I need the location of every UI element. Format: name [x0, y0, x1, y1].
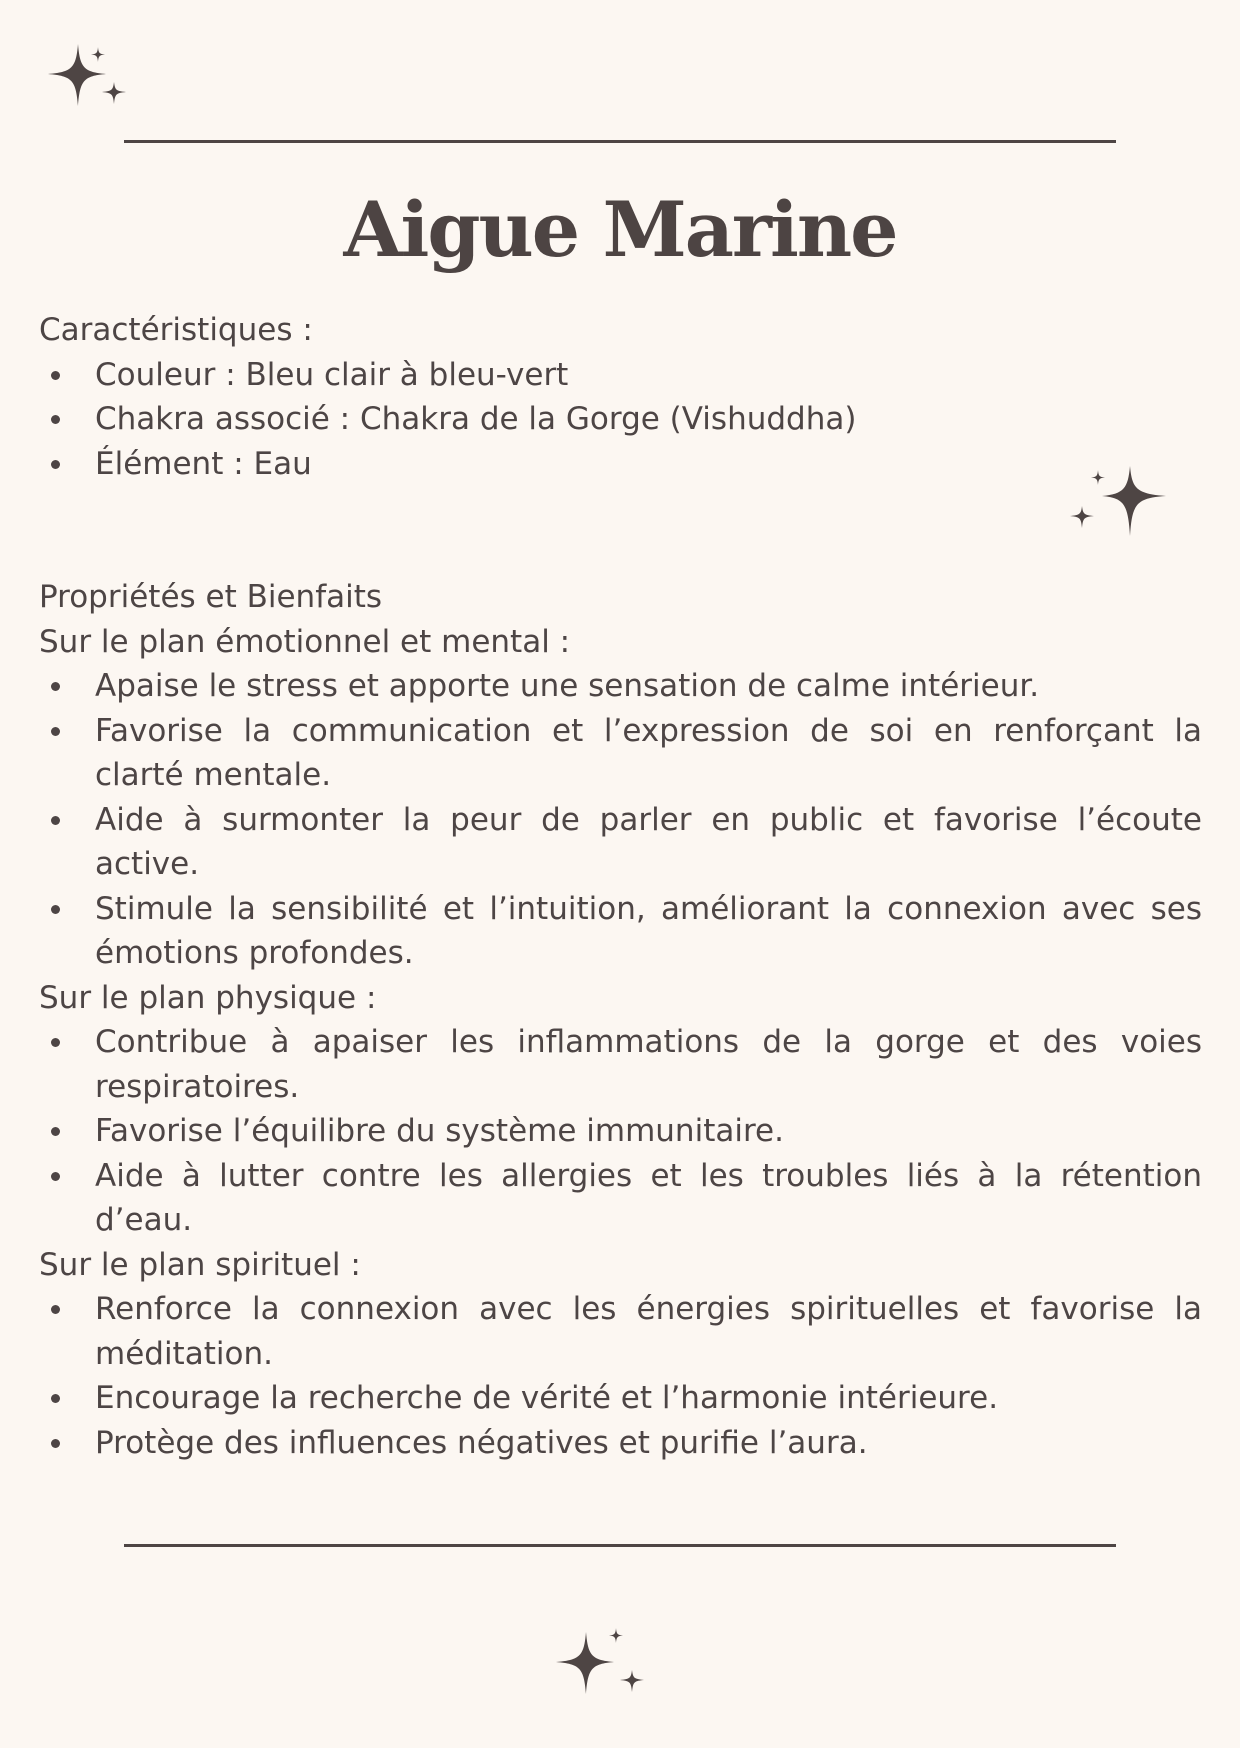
list-item: Renforce la connexion avec les énergies spirituelles et favorise la méditation. [39, 1287, 1202, 1376]
sparkle-cluster-icon [40, 44, 150, 124]
characteristics-list [39, 353, 1202, 487]
list-item: Couleur : Bleu clair à bleu-vert [39, 353, 1202, 398]
list-item: Aide à surmonter la peur de parler en public et favorise l’écoute active. [39, 798, 1202, 887]
emotional-list [39, 664, 1202, 976]
list-item: Favorise l’équilibre du système immunitaire. [39, 1109, 1202, 1154]
list-item: Élément : Eau [39, 442, 1202, 487]
spiritual-list [39, 1287, 1202, 1465]
characteristics-heading: Caractéristiques : [39, 312, 313, 348]
list-item: Contribue à apaiser les inflammations de la gorge et des voies respiratoires. [39, 1020, 1202, 1109]
section-heading-emotional: Sur le plan émotionnel et mental : [39, 623, 571, 660]
list-item: Chakra associé : Chakra de la Gorge (Vishuddha) [39, 397, 1202, 442]
bottom-divider [124, 1544, 1116, 1547]
list-item: Aide à lutter contre les allergies et les troubles liés à la rétention d’eau. [39, 1154, 1202, 1243]
list-item: Stimule la sensibilité et l’intuition, améliorant la connexion avec ses émotions profondes. [39, 887, 1202, 976]
physical-list [39, 1020, 1202, 1243]
section-heading-spiritual: Sur le plan spirituel : [39, 1246, 361, 1283]
list-item: Encourage la recherche de vérité et l’harmonie intérieure. [39, 1376, 1202, 1421]
page-title: Aigue Marine [343, 185, 897, 274]
content [39, 308, 1202, 1465]
list-item: Apaise le stress et apporte une sensation de calme intérieur. [39, 664, 1202, 709]
properties-heading: Propriétés et Bienfaits [39, 579, 383, 615]
list-item: Protège des influences négatives et purifie l’aura. [39, 1421, 1202, 1466]
top-divider [124, 140, 1116, 143]
sparkle-cluster-icon [548, 1628, 658, 1708]
list-item: Favorise la communication et l’expression de soi en renforçant la clarté mentale. [39, 709, 1202, 798]
section-heading-physical: Sur le plan physique : [39, 979, 377, 1016]
